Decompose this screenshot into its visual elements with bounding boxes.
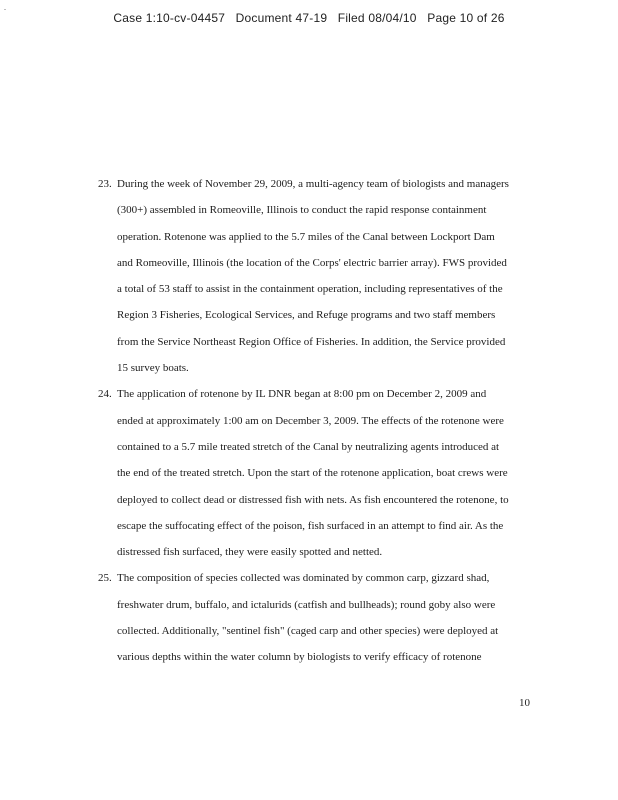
text-line: During the week of November 29, 2009, a multi-agency team of biologists and managers	[117, 178, 509, 190]
paragraph-25	[98, 565, 532, 670]
paragraph-number: 24.	[98, 388, 112, 401]
text-line: operation. Rotenone was applied to the 5.7 miles of the Canal between Lockport Dam	[117, 230, 495, 243]
text-line: distressed fish surfaced, they were easily spotted and netted.	[117, 546, 383, 559]
text-line: from the Service Northeast Region Office of Fisheries. In addition, the Service provided	[117, 335, 506, 348]
text-line: The composition of species collected was dominated by common carp, gizzard shad,	[117, 572, 490, 585]
text-line: Region 3 Fisheries, Ecological Services, and Refuge programs and two staff members	[117, 309, 496, 322]
text-line: The application of rotenone by IL DNR began at 8:00 pm on December 2, 2009 and	[117, 388, 487, 401]
text-line: contained to a 5.7 mile treated stretch of the Canal by neutralizing agents introduced at	[117, 440, 500, 453]
corner-mark: .	[4, 3, 6, 12]
paragraph-23	[98, 171, 532, 381]
text-line: ended at approximately 1:00 am on December 3, 2009. The effects of the rotenone were	[117, 414, 504, 427]
text-line: 15 survey boats.	[117, 362, 189, 375]
page-number: 10	[519, 697, 530, 709]
text-line: deployed to collect dead or distressed fish with nets. As fish encountered the rotenone, to	[117, 493, 509, 506]
text-line: escape the suffocating effect of the poison, fish surfaced in an attempt to find air. As the	[117, 519, 504, 532]
case-header: Case 1:10-cv-04457 Document 47-19 Filed 08/04/10 Page 10 of 26	[113, 11, 505, 25]
text-line: (300+) assembled in Romeoville, Illinois to conduct the rapid response containment	[117, 204, 487, 217]
paragraph-number: 23.	[98, 178, 112, 190]
paragraph-number: 25.	[98, 572, 112, 585]
text-line: freshwater drum, buffalo, and ictalurids (catfish and bullheads); round goby also were	[117, 598, 496, 611]
text-line: collected. Additionally, "sentinel fish" (caged carp and other species) were deployed at	[117, 625, 499, 638]
text-line: various depths within the water column by biologists to verify efficacy of rotenone	[117, 651, 482, 664]
document-body	[98, 171, 532, 671]
text-line: a total of 53 staff to assist in the containment operation, including representatives of the	[117, 283, 503, 296]
paragraph-24	[98, 381, 532, 565]
text-line: the end of the treated stretch. Upon the start of the rotenone application, boat crews were	[117, 467, 508, 480]
text-line: and Romeoville, Illinois (the location of the Corps' electric barrier array). FWS provided	[117, 256, 507, 269]
